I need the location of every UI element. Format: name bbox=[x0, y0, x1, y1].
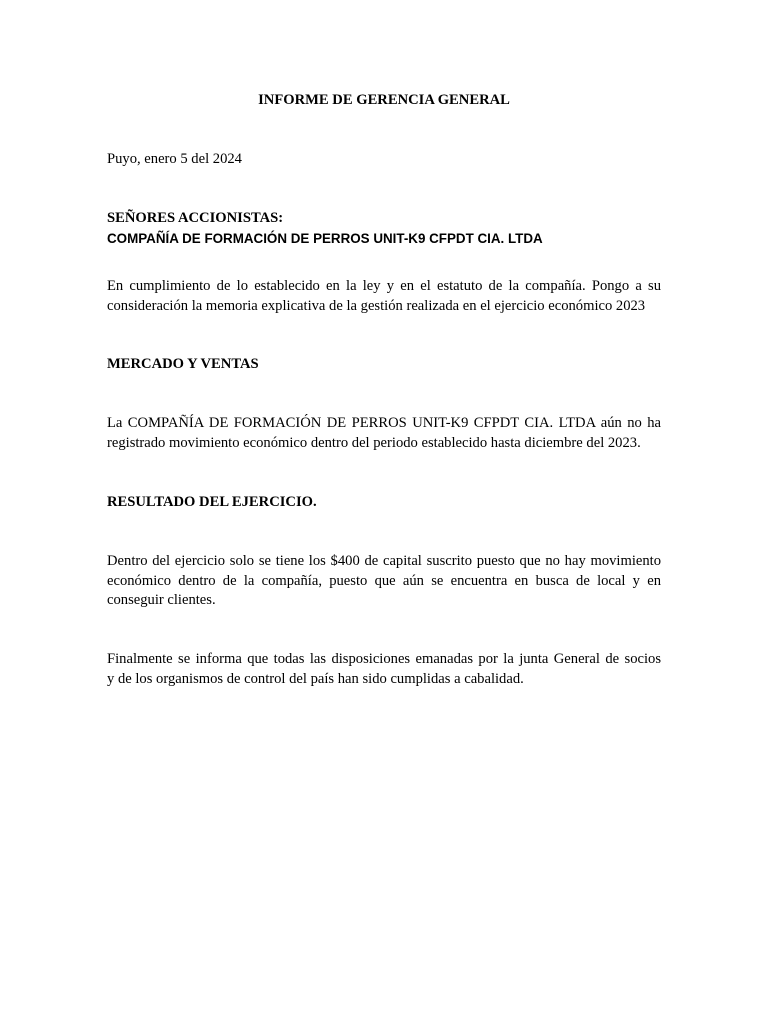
result-line-1: Dentro del ejercicio solo se tiene los $400 de capital suscrito puesto que no hay movimiento bbox=[107, 553, 661, 569]
market-line-1: La COMPAÑÍA DE FORMACIÓN DE PERROS UNIT-K9 CFPDT CIA. LTDA aún no ha bbox=[107, 415, 661, 431]
section-heading-market: MERCADO Y VENTAS bbox=[107, 356, 259, 372]
closing-line-1: Finalmente se informa que todas las disposiciones emanadas por la junta General de socios bbox=[107, 651, 661, 667]
company-name: COMPAÑÍA DE FORMACIÓN DE PERROS UNIT-K9 CFPDT CIA. LTDA bbox=[107, 231, 543, 246]
intro-line-1: En cumplimiento de lo establecido en la ley y en el estatuto de la compañía. Pongo a su bbox=[107, 278, 661, 294]
place-date: Puyo, enero 5 del 2024 bbox=[107, 151, 242, 167]
result-line-2: económico dentro de la compañía, puesto que aún se encuentra en busca de local y en bbox=[107, 573, 661, 589]
result-line-3: conseguir clientes. bbox=[107, 592, 216, 608]
intro-line-2: consideración la memoria explicativa de la gestión realizada en el ejercicio económico 2023 bbox=[107, 298, 646, 314]
addressee: SEÑORES ACCIONISTAS: bbox=[107, 210, 284, 226]
closing-line-2: y de los organismos de control del país han sido cumplidas a cabalidad. bbox=[107, 671, 524, 687]
document-title: INFORME DE GERENCIA GENERAL bbox=[258, 92, 510, 108]
section-heading-result: RESULTADO DEL EJERCICIO. bbox=[107, 494, 317, 510]
market-line-2: registrado movimiento económico dentro del periodo establecido hasta diciembre del 2023. bbox=[107, 435, 641, 451]
